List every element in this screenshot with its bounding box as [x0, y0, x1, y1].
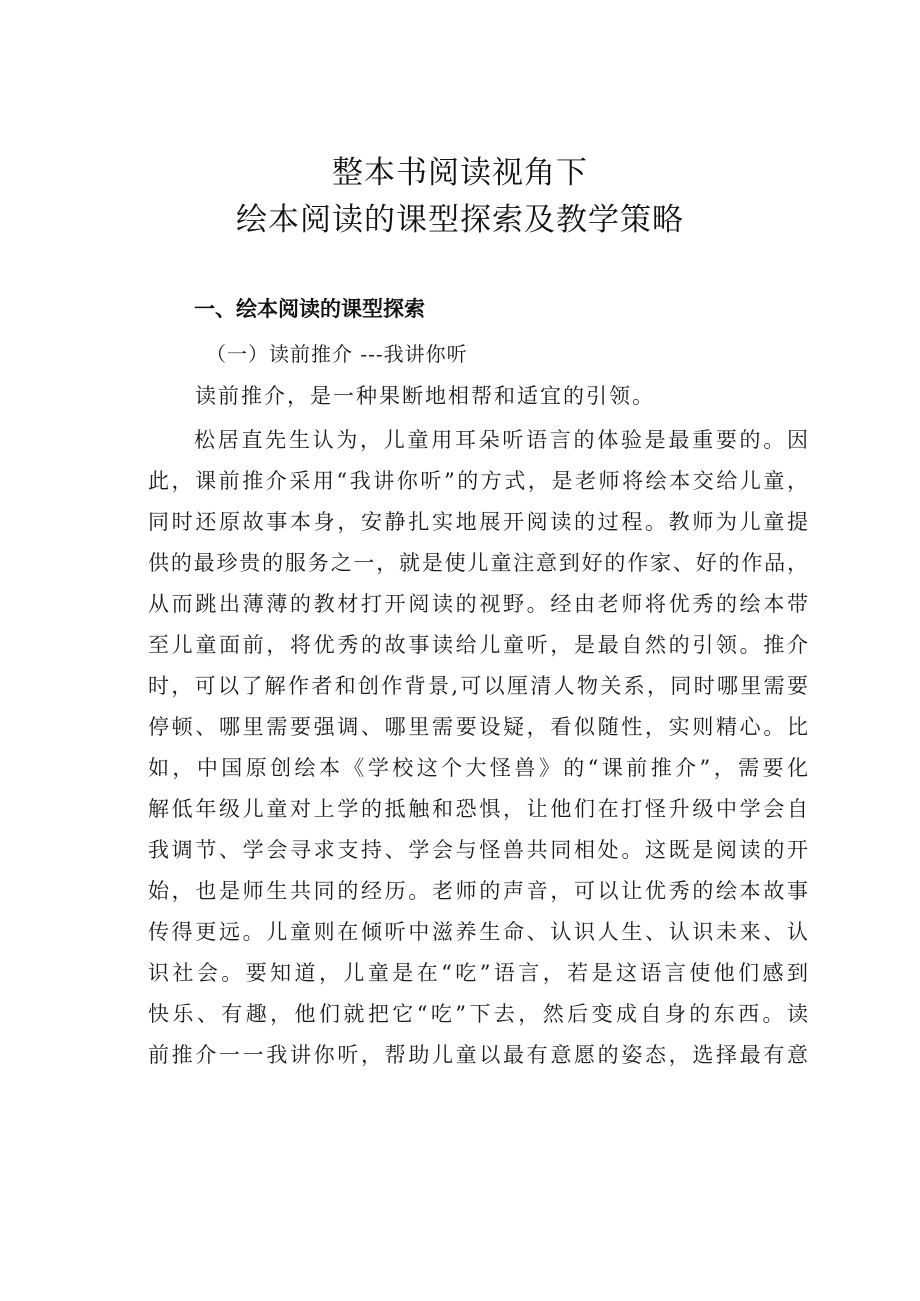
lead-paragraph: 读前推介，是一种果断地相帮和适宜的引领。 [195, 384, 655, 408]
body-line: 停顿、哪里需要强调、哪里需要设疑，看似随性，实则精心。比 [148, 715, 808, 739]
body-line: 前推介一一我讲你听，帮助儿童以最有意愿的姿态，选择最有意 [148, 1043, 808, 1067]
body-line: 传得更远。儿童则在倾听中滋养生命、认识人生、认识未来、认 [148, 920, 808, 944]
body-paragraph [148, 420, 808, 1076]
body-line: 同时还原故事本身，安静扎实地展开阅读的过程。教师为儿童提 [148, 510, 808, 534]
document-title [0, 150, 920, 244]
body-line: 如，中国原创绘本《学校这个大怪兽》的“课前推介”，需要化 [148, 756, 808, 780]
sub-heading: （一）读前推介 ---我讲你听 [206, 342, 468, 366]
body-line: 松居直先生认为，儿童用耳朵听语言的体验是最重要的。因 [194, 428, 808, 452]
title-line-2: 绘本阅读的课型探索及教学策略 [236, 202, 684, 238]
title-line-1: 整本书阅读视角下 [332, 155, 588, 191]
body-line: 从而跳出薄薄的教材打开阅读的视野。经由老师将优秀的绘本带 [148, 592, 808, 616]
body-line: 快乐、有趣，他们就把它“吃”下去，然后变成自身的东西。读 [148, 1002, 808, 1026]
body-line: 至儿童面前，将优秀的故事读给儿童听，是最自然的引领。推介 [148, 633, 808, 657]
body-line: 供的最珍贵的服务之一，就是使儿童注意到好的作家、好的作品， [148, 551, 808, 575]
body-line: 始，也是师生共同的经历。老师的声音，可以让优秀的绘本故事 [148, 879, 808, 903]
body-line: 解低年级儿童对上学的抵触和恐惧，让他们在打怪升级中学会自 [148, 797, 808, 821]
body-line: 我调节、学会寻求支持、学会与怪兽共同相处。这既是阅读的开 [148, 838, 808, 862]
body-line: 此，课前推介采用“我讲你听”的方式，是老师将绘本交给儿童， [148, 469, 808, 493]
section-heading: 一、绘本阅读的课型探索 [194, 297, 425, 321]
body-line: 识社会。要知道，儿童是在“吃”语言，若是这语言使他们感到 [148, 961, 808, 985]
body-line: 时，可以了解作者和创作背景,可以厘清人物关系，同时哪里需要 [148, 674, 808, 698]
